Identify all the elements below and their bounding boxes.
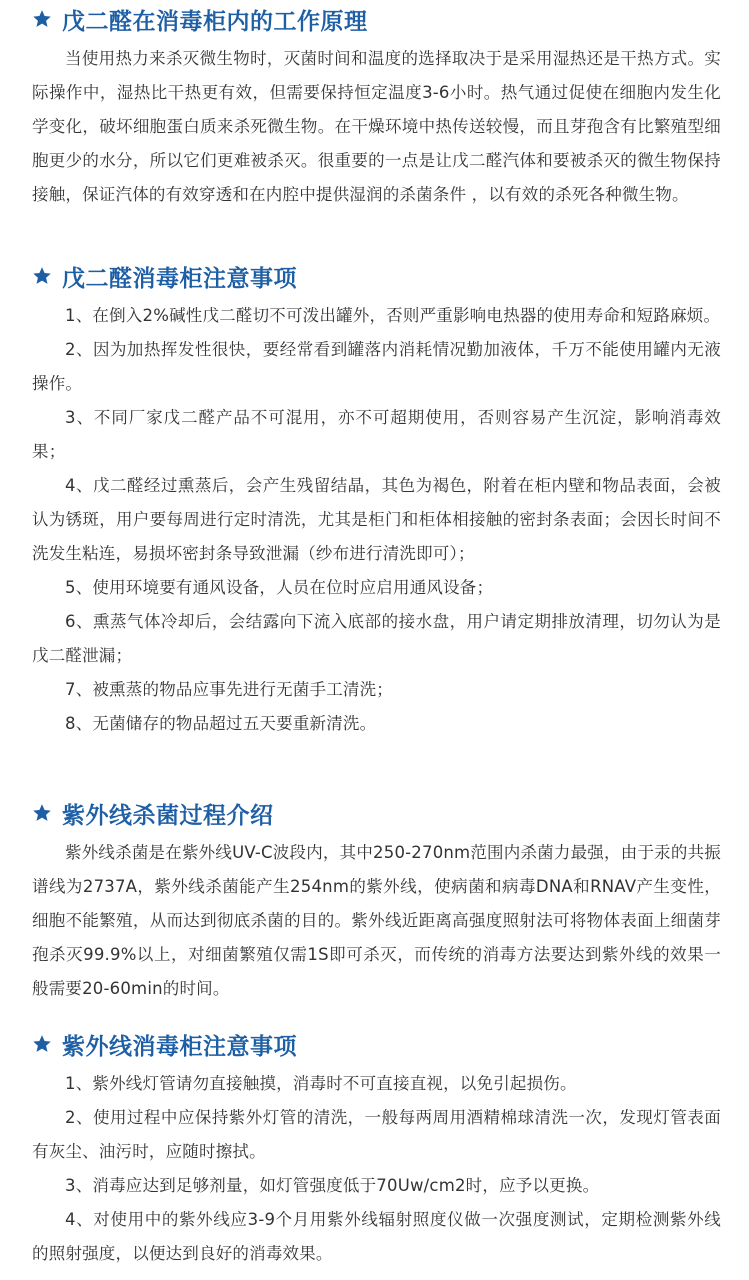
section-glutaraldehyde-principle: [32, 0, 721, 212]
list-item: 4、戊二醛经过熏蒸后，会产生残留结晶，其色为褐色，附着在柜内壁和物品表面，会被认为锈斑，用户要每周进行定时清洗，尤其是柜门和柜体相接触的密封条表面；会因长时间不洗发生粘连，易损坏密封条导致泄漏（纱布进行清洗即可）；: [32, 476, 721, 563]
list-item: 1、在倒入2%碱性戊二醛切不可泼出罐外，否则严重影响电热器的使用寿命和短路麻烦。: [65, 306, 721, 325]
list-item: 2、因为加热挥发性很快，要经常看到罐落内消耗情况勤加液体，千万不能使用罐内无液操作。: [32, 340, 721, 393]
section-title: 戊二醛在消毒柜内的工作原理: [62, 8, 368, 35]
section-uv-process: [32, 794, 721, 1006]
list-item: 4、对使用中的紫外线应3-9个月用紫外线辐射照度仪做一次强度测试，定期检测紫外线的照射强度，以便达到良好的消毒效果。: [32, 1210, 721, 1263]
section-heading: [32, 257, 721, 295]
star-icon: [32, 1034, 52, 1054]
section-uv-cabinet-notes: [32, 1025, 721, 1271]
star-icon: [32, 266, 52, 286]
list-item: 3、不同厂家戊二醛产品不可混用，亦不可超期使用，否则容易产生沉淀，影响消毒效果；: [32, 408, 721, 461]
list-item: 8、无菌储存的物品超过五天要重新清洗。: [65, 714, 377, 733]
star-icon: [32, 803, 52, 823]
section-heading: [32, 794, 721, 832]
list-item: 1、紫外线灯管请勿直接触摸，消毒时不可直接直视，以免引起损伤。: [65, 1074, 577, 1093]
section-body: [32, 1067, 721, 1271]
list-item: 2、使用过程中应保持紫外灯管的清洗，一般每两周用酒精棉球清洗一次，发现灯管表面有灰尘、油污时，应随时擦拭。: [32, 1108, 721, 1161]
paragraph: 紫外线杀菌是在紫外线UV-C波段内，其中250-270nm范围内杀菌力最强，由于汞的共振谱线为2737A，紫外线杀菌能产生254nm的紫外线，使病菌和病毒DNA和RNAV产生变性，细胞不能繁殖，从而达到彻底杀菌的目的。紫外线近距离高强度照射法可将物体表面上细菌芽孢杀灭99.9%以上，对细菌繁殖仅需1S即可杀灭，而传统的消毒方法要达到紫外线的效果一般需要20-60min的时间。: [32, 843, 721, 998]
section-title: 紫外线消毒柜注意事项: [62, 1033, 297, 1060]
paragraph: 当使用热力来杀灭微生物时，灭菌时间和温度的选择取决于是采用湿热还是干热方式。实际操作中，湿热比干热更有效，但需要保持恒定温度3-6小时。热气通过促使在细胞内发生化学变化，破坏细胞蛋白质来杀死微生物。在干燥环境中热传送较慢，而且芽孢含有比繁殖型细胞更少的水分，所以它们更难被杀灭。很重要的一点是让戊二醛汽体和要被杀灭的微生物保持接触，保证汽体的有效穿透和在内腔中提供湿润的杀菌条件 ，以有效的杀死各种微生物。: [32, 49, 721, 204]
list-item: 3、消毒应达到足够剂量，如灯管强度低于70Uw/cm2时，应予以更换。: [65, 1176, 600, 1195]
list-item: 6、熏蒸气体冷却后，会结露向下流入底部的接水盘，用户请定期排放清理，切勿认为是戊二醛泄漏；: [32, 612, 721, 665]
list-item: 5、使用环境要有通风设备，人员在位时应启用通风设备；: [65, 578, 494, 597]
star-icon: [32, 9, 52, 29]
section-heading: [32, 0, 721, 38]
section-title: 戊二醛消毒柜注意事项: [62, 265, 297, 292]
section-title: 紫外线杀菌过程介绍: [62, 802, 274, 829]
section-glutaraldehyde-cabinet-notes: [32, 257, 721, 741]
section-body: [32, 42, 721, 212]
section-heading: [32, 1025, 721, 1063]
list-item: 7、被熏蒸的物品应事先进行无菌手工清洗；: [65, 680, 393, 699]
section-body: [32, 836, 721, 1006]
section-body: [32, 299, 721, 741]
